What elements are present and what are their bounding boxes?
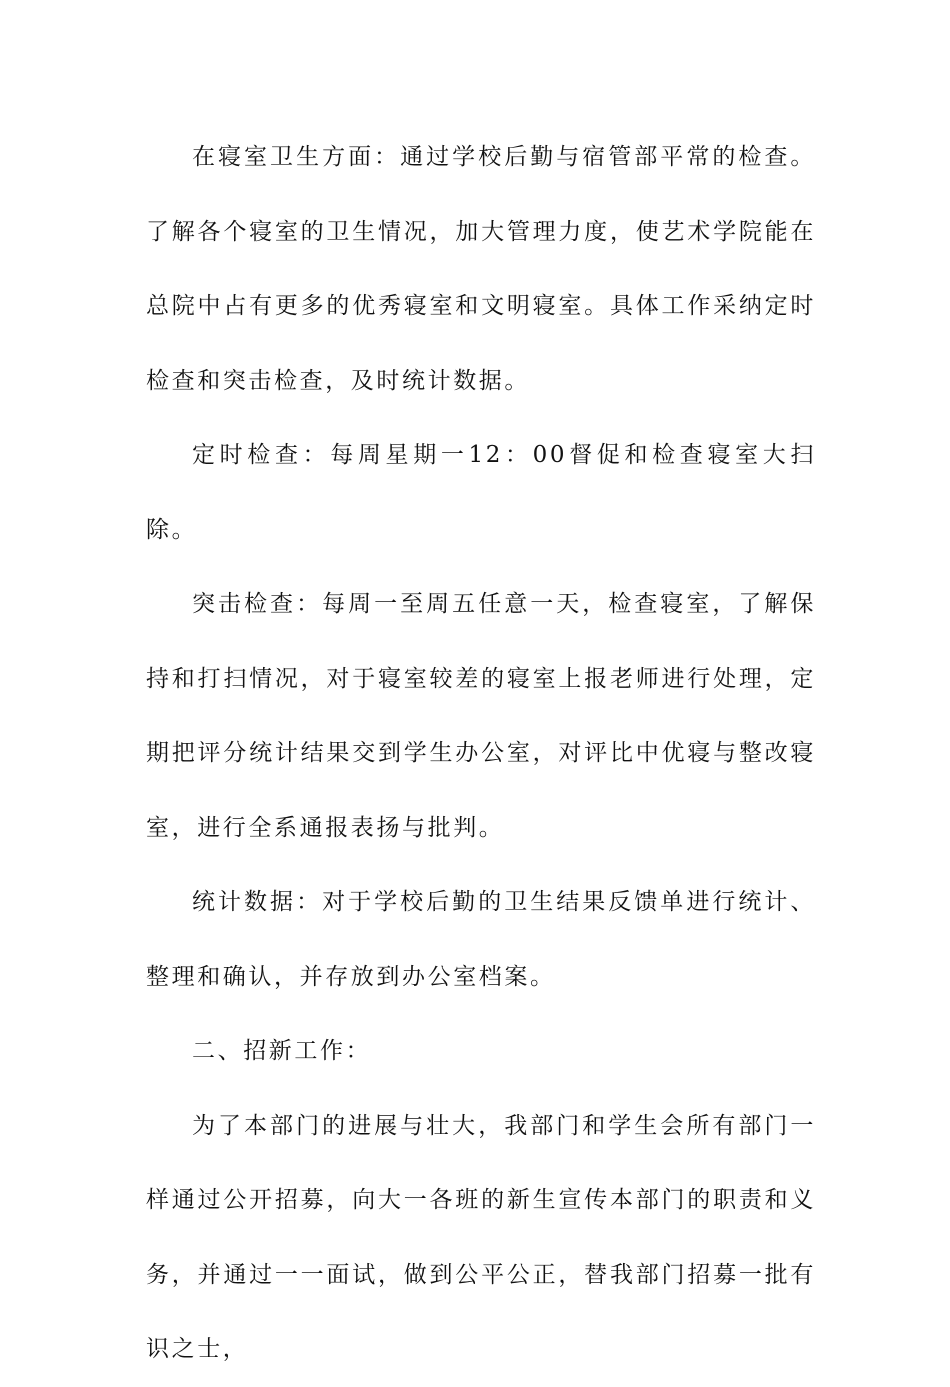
paragraph-scheduled-inspection: 定时检查：每周星期一12：00督促和检查寝室大扫除。 xyxy=(146,442,816,543)
paragraph-surprise-inspection: 突击检查：每周一至周五任意一天，检查寝室，了解保持和打扫情况，对于寝室较差的寝室上报老师进行处理，定期把评分统计结果交到学生办公室，对评比中优寝与整改寝室，进行全系通报表扬与批判。 xyxy=(146,591,816,841)
section-heading-recruitment: 二、招新工作： xyxy=(192,1038,372,1064)
document-body xyxy=(146,120,816,1387)
paragraph-recruitment: 为了本部门的进展与壮大，我部门和学生会所有部门一样通过公开招募，向大一各班的新生宣传本部门的职责和义务，并通过一一面试，做到公平公正，替我部门招募一批有识之士， xyxy=(146,1112,816,1362)
paragraph-dorm-hygiene: 在寝室卫生方面：通过学校后勤与宿管部平常的检查。了解各个寝室的卫生情况，加大管理力度，使艺术学院能在总院中占有更多的优秀寝室和文明寝室。具体工作采纳定时检查和突击检查，及时统计数据。 xyxy=(146,144,816,394)
paragraph-statistics: 统计数据：对于学校后勤的卫生结果反馈单进行统计、整理和确认，并存放到办公室档案。 xyxy=(146,889,816,990)
